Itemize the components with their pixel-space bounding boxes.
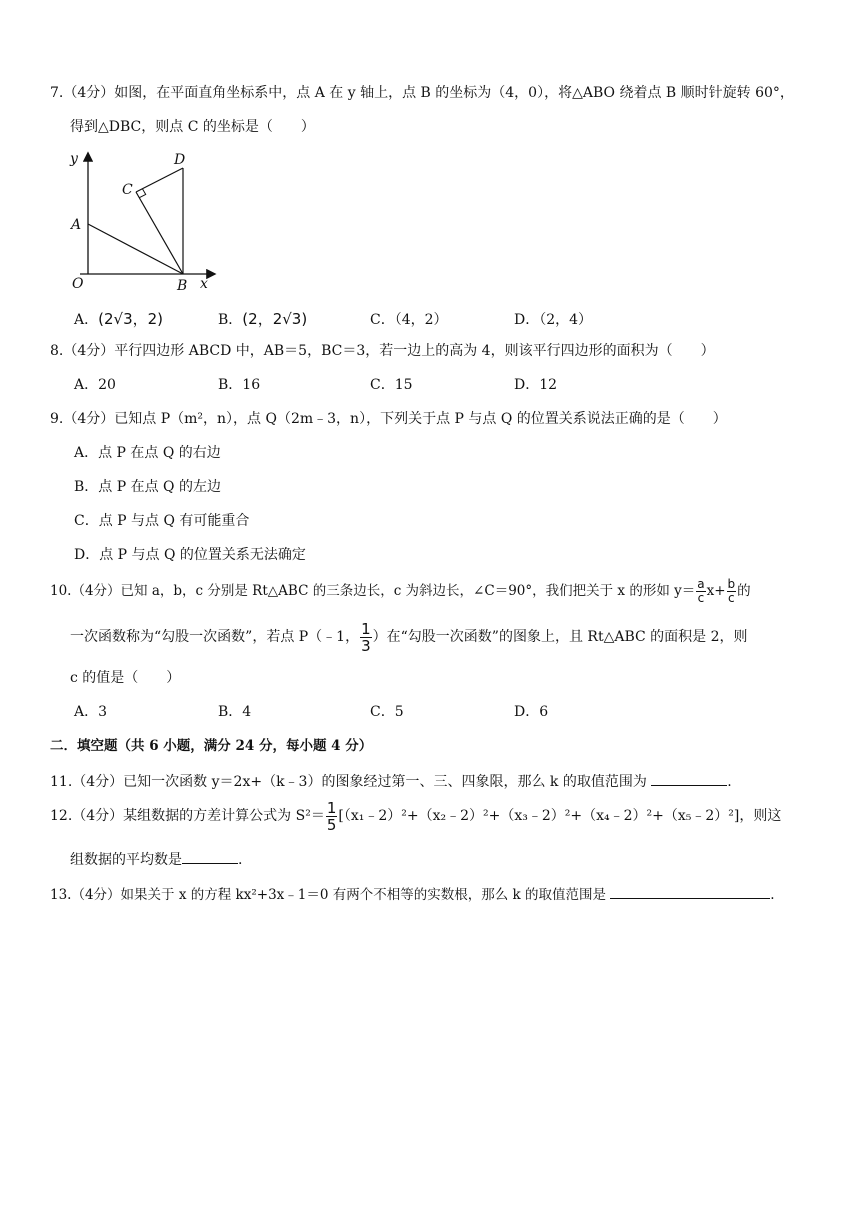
q10-line2: 一次函数称为“勾股一次函数”，若点 P（﹣1， $\frac{1}{3}$ ）在“勾股一次函数”的图象上，且 Rt△ABC 的面积是 2，则: [70, 619, 748, 655]
q7-option-d[interactable]: D．（2，4）: [514, 312, 593, 328]
q9-option-d[interactable]: D．点 P 与点 Q 的位置关系无法确定: [74, 547, 306, 563]
q10-option-c[interactable]: C．5: [370, 704, 404, 720]
q10-line3: c 的值是（ ）: [70, 670, 181, 686]
q12-line1: 12.（4分）某组数据的方差计算公式为 S²＝ $\frac{1}{5}$ [（x₁﹣2）²+（x₂﹣2）²+（x₃﹣2）²+（x₄﹣2）²+（x₅﹣2）²]，则这: [50, 798, 782, 834]
label-x: x: [200, 276, 208, 292]
q9-option-b[interactable]: B．点 P 在点 Q 的左边: [74, 479, 221, 495]
q7-option-c[interactable]: C．（4，2）: [370, 312, 448, 328]
label-o: O: [72, 276, 84, 292]
q12-answer-blank[interactable]: [182, 849, 238, 864]
q12-frac-one-fifth: $\frac{1}{5}$: [326, 798, 337, 834]
q7-coordinate-figure: [60, 148, 230, 294]
q8-option-a[interactable]: A．20: [74, 377, 116, 393]
label-b: B: [177, 278, 188, 294]
q13-answer-blank[interactable]: [610, 884, 770, 899]
q7-option-a[interactable]: A．(2√3，2): [74, 310, 164, 328]
q10-frac-b-over-c: $\frac{b}{c}$: [727, 577, 736, 605]
q10-frac-a-over-c: $\frac{a}{c}$: [697, 577, 705, 605]
q13-stem: 13.（4分）如果关于 x 的方程 kx²+3x﹣1＝0 有两个不相等的实数根，那么 k 的取值范围是 .: [50, 884, 775, 904]
q8-stem: 8.（4分）平行四边形 ABCD 中，AB＝5，BC＝3，若一边上的高为 4，则该平行四边形的面积为（ ）: [50, 343, 715, 359]
q7-line2: 得到△DBC，则点 C 的坐标是（ ）: [70, 119, 315, 135]
q12-line2: 组数据的平均数是 .: [70, 849, 242, 869]
label-c: C: [122, 182, 133, 198]
q8-option-d[interactable]: D．12: [514, 377, 558, 393]
label-y: y: [70, 151, 78, 167]
q9-stem: 9.（4分）已知点 P（m²，n），点 Q（2m﹣3，n），下列关于点 P 与点 Q 的位置关系说法正确的是（ ）: [50, 411, 727, 427]
q11-answer-blank[interactable]: [651, 771, 727, 786]
q10-line1: 10.（4分）已知 a，b，c 分别是 Rt△ABC 的三条边长，c 为斜边长，∠C＝90°，我们把关于 x 的形如 y＝ $\frac{a}{c}$ x+ $\frac{b}{c}$ 的: [50, 577, 751, 605]
q8-option-b[interactable]: B．16: [218, 377, 261, 393]
q7-option-b[interactable]: B．(2，2√3): [218, 310, 308, 328]
label-d: D: [174, 152, 186, 168]
section-heading-fill-in: 二．填空题（共 6 小题，满分 24 分，每小题 4 分）: [50, 738, 373, 754]
label-a: A: [71, 217, 82, 233]
q10-option-d[interactable]: D．6: [514, 704, 549, 720]
q9-option-c[interactable]: C．点 P 与点 Q 有可能重合: [74, 513, 250, 529]
q7-option-b-value: (2，2√3): [242, 310, 308, 328]
q7-line1: 7.（4分）如图，在平面直角坐标系中，点 A 在 y 轴上，点 B 的坐标为（4，0），将△ABO 绕着点 B 顺时针旋转 60°，: [50, 85, 794, 101]
q8-option-c[interactable]: C．15: [370, 377, 413, 393]
q9-option-a[interactable]: A．点 P 在点 Q 的右边: [74, 445, 221, 461]
q11-stem: 11.（4分）已知一次函数 y＝2x+（k﹣3）的图象经过第一、三、四象限，那么 k 的取值范围为 .: [50, 771, 732, 791]
q10-frac-one-third: $\frac{1}{3}$: [361, 619, 371, 655]
segment-cd: [136, 168, 183, 192]
q10-option-b[interactable]: B．4: [218, 704, 252, 720]
q10-option-a[interactable]: A．3: [74, 704, 108, 720]
q7-option-a-value: (2√3，2): [98, 310, 164, 328]
